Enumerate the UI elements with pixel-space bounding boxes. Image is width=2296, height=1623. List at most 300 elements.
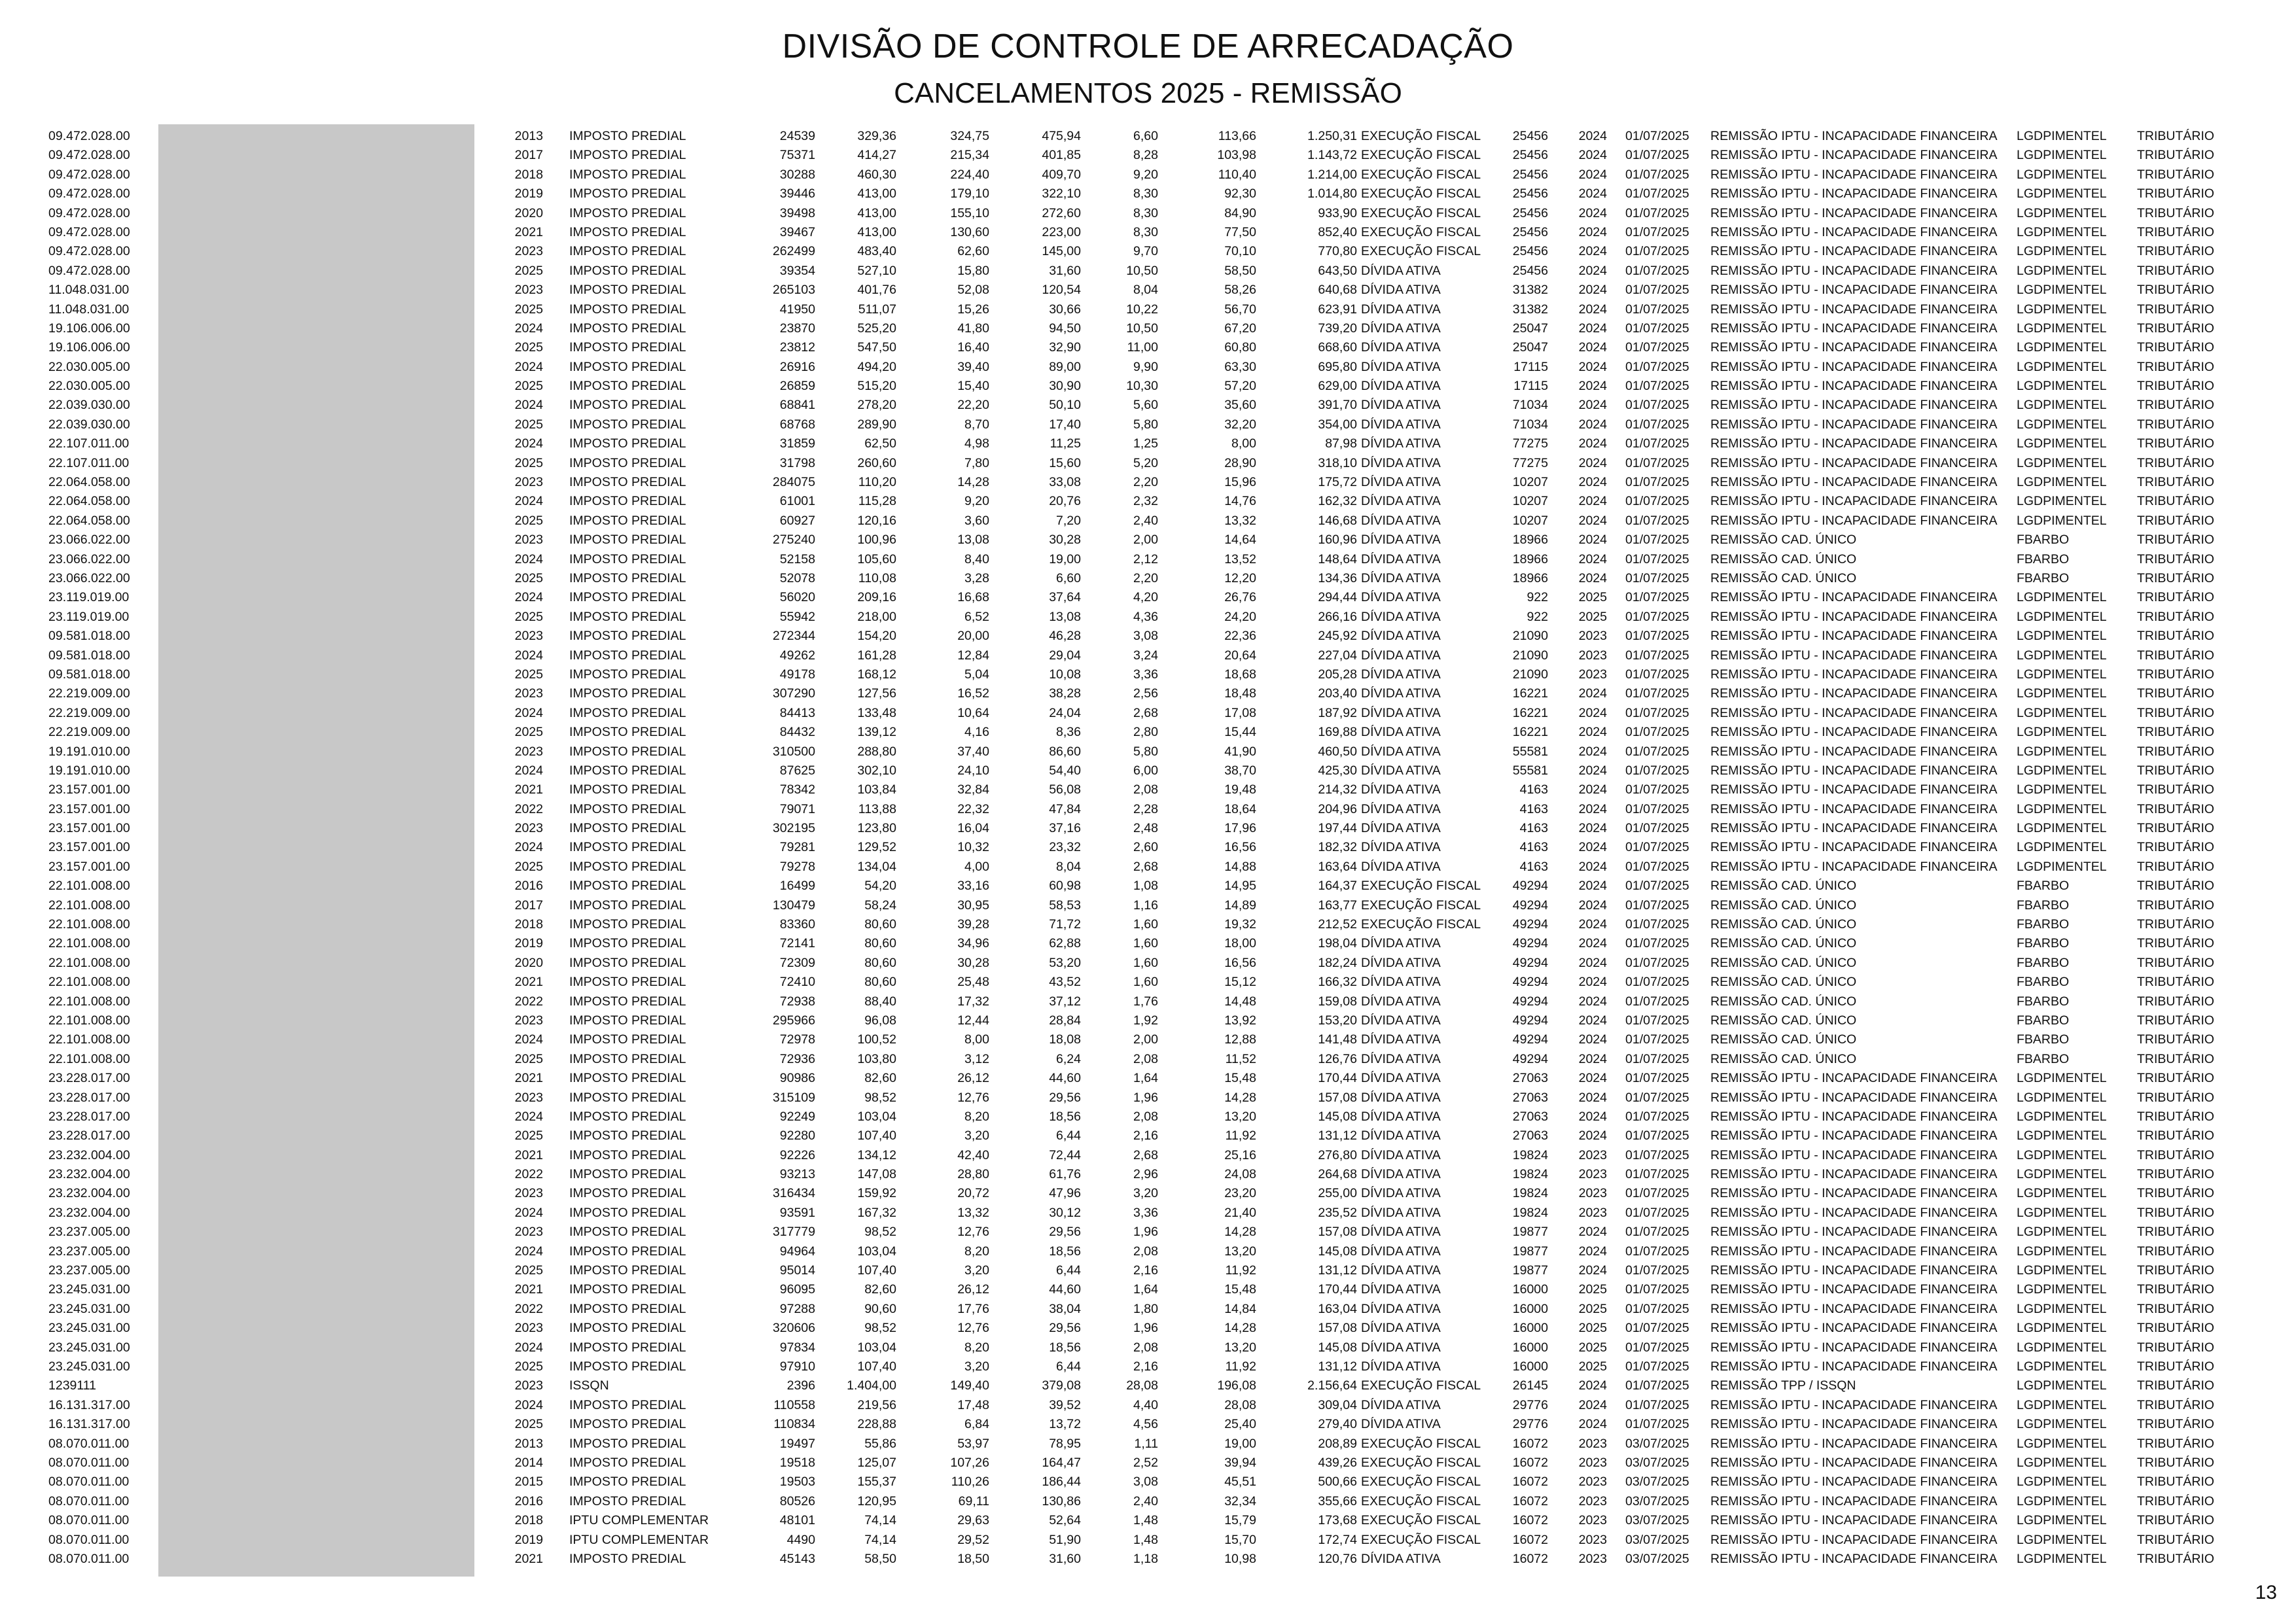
cell-total-value: 182,32 xyxy=(1318,840,1357,855)
cell-process-number: 922 xyxy=(1527,590,1548,605)
cell-total-value: 227,04 xyxy=(1318,648,1357,663)
cell-exercise-year: 2018 xyxy=(514,167,543,182)
cell-user: LGDPIMENTEL xyxy=(2017,1167,2107,1182)
table-row xyxy=(0,473,2296,492)
cell-debt-situation: DÍVIDA ATIVA xyxy=(1361,494,1441,509)
cell-process-year: 2024 xyxy=(1578,725,1607,740)
cell-sector: TRIBUTÁRIO xyxy=(2137,1436,2215,1451)
cell-principal-value: 218,00 xyxy=(857,609,896,624)
cell-tribute-type: IMPOSTO PREDIAL xyxy=(569,936,686,951)
table-row xyxy=(0,454,2296,473)
cell-tribute-type: IMPOSTO PREDIAL xyxy=(569,417,686,432)
cell-process-year: 2024 xyxy=(1578,224,1607,239)
cell-cancellation-date: 01/07/2025 xyxy=(1625,1186,1689,1201)
cell-exercise-year: 2024 xyxy=(514,321,543,336)
cell-sector: TRIBUTÁRIO xyxy=(2137,1128,2215,1143)
cell-cancellation-date: 01/07/2025 xyxy=(1625,129,1689,143)
cell-entry-number: 56020 xyxy=(779,590,815,605)
cell-debt-situation: DÍVIDA ATIVA xyxy=(1361,398,1441,413)
cell-user: LGDPIMENTEL xyxy=(2017,417,2107,432)
cell-interest-value: 37,64 xyxy=(1049,590,1081,605)
cell-exercise-year: 2025 xyxy=(514,379,543,394)
cell-fine-value: 62,60 xyxy=(957,244,989,259)
cell-entry-number: 41950 xyxy=(779,302,815,317)
cell-total-value: 460,50 xyxy=(1318,744,1357,759)
cell-correction-value: 8,28 xyxy=(1133,148,1158,163)
cell-correction-value: 2,08 xyxy=(1133,1244,1158,1259)
cell-fine-value: 34,96 xyxy=(957,936,989,951)
cell-fine-value: 149,40 xyxy=(950,1378,989,1393)
cell-user: LGDPIMENTEL xyxy=(2017,1244,2107,1259)
cell-process-number: 29776 xyxy=(1512,1397,1548,1412)
cell-total-value: 163,77 xyxy=(1318,898,1357,913)
cell-principal-value: 219,56 xyxy=(857,1397,896,1412)
cell-cancellation-date: 01/07/2025 xyxy=(1625,590,1689,605)
cell-fees-value: 63,30 xyxy=(1224,359,1256,374)
cell-cancellation-date: 01/07/2025 xyxy=(1625,840,1689,855)
cell-correction-value: 4,56 xyxy=(1133,1417,1158,1432)
cell-total-value: 2.156,64 xyxy=(1307,1378,1357,1393)
table-row xyxy=(0,1396,2296,1415)
cell-entry-number: 72141 xyxy=(779,936,815,951)
cell-debt-situation: DÍVIDA ATIVA xyxy=(1361,1090,1441,1105)
cell-exercise-year: 2025 xyxy=(514,455,543,470)
cell-fees-value: 14,64 xyxy=(1224,532,1256,548)
cell-process-year: 2024 xyxy=(1578,1051,1607,1066)
cell-exercise-year: 2024 xyxy=(514,1109,543,1124)
cell-fine-value: 224,40 xyxy=(950,167,989,182)
cell-reason: REMISSÃO IPTU - INCAPACIDADE FINANCEIRA xyxy=(1710,263,1998,278)
cell-entry-number: 19518 xyxy=(779,1455,815,1470)
cell-entry-number: 45143 xyxy=(779,1551,815,1566)
cell-reason: REMISSÃO IPTU - INCAPACIDADE FINANCEIRA xyxy=(1710,1186,1998,1201)
cell-interest-value: 46,28 xyxy=(1049,629,1081,644)
cell-fees-value: 14,76 xyxy=(1224,494,1256,509)
cell-exercise-year: 2023 xyxy=(514,744,543,759)
cell-fine-value: 39,28 xyxy=(957,917,989,932)
cell-tribute-type: IMPOSTO PREDIAL xyxy=(569,1109,686,1124)
cell-exercise-year: 2025 xyxy=(514,513,543,528)
cell-fine-value: 41,80 xyxy=(957,321,989,336)
cell-total-value: 157,08 xyxy=(1318,1225,1357,1240)
cell-fees-value: 67,20 xyxy=(1224,321,1256,336)
cell-correction-value: 1,76 xyxy=(1133,994,1158,1009)
cell-cancellation-date: 01/07/2025 xyxy=(1625,648,1689,663)
cell-debt-situation: EXECUÇÃO FISCAL xyxy=(1361,244,1481,259)
cell-tribute-type: IMPOSTO PREDIAL xyxy=(569,1147,686,1162)
cell-exercise-year: 2023 xyxy=(514,1378,543,1393)
cell-process-number: 21090 xyxy=(1512,629,1548,644)
cell-exercise-year: 2024 xyxy=(514,705,543,720)
cell-tribute-type: IMPOSTO PREDIAL xyxy=(569,725,686,740)
cell-exercise-year: 2021 xyxy=(514,1147,543,1162)
cell-total-value: 212,52 xyxy=(1318,917,1357,932)
cell-total-value: 643,50 xyxy=(1318,263,1357,278)
cell-debt-situation: DÍVIDA ATIVA xyxy=(1361,801,1441,816)
cell-correction-value: 3,20 xyxy=(1133,1186,1158,1201)
cell-fees-value: 58,26 xyxy=(1224,283,1256,298)
cell-debt-situation: DÍVIDA ATIVA xyxy=(1361,1013,1441,1028)
cell-inscription-code: 09.581.018.00 xyxy=(48,648,130,663)
cell-total-value: 131,12 xyxy=(1318,1359,1357,1374)
cell-principal-value: 62,50 xyxy=(864,436,896,451)
cell-fees-value: 32,34 xyxy=(1224,1493,1256,1509)
cell-inscription-code: 1239111 xyxy=(48,1378,97,1393)
cell-principal-value: 547,50 xyxy=(857,340,896,355)
cell-tribute-type: IMPOSTO PREDIAL xyxy=(569,1397,686,1412)
cell-debt-situation: DÍVIDA ATIVA xyxy=(1361,609,1441,624)
cell-user: LGDPIMENTEL xyxy=(2017,244,2107,259)
cell-debt-situation: DÍVIDA ATIVA xyxy=(1361,975,1441,990)
cell-inscription-code: 22.101.008.00 xyxy=(48,898,130,913)
cell-process-year: 2024 xyxy=(1578,1397,1607,1412)
cell-inscription-code: 09.472.028.00 xyxy=(48,263,130,278)
cell-principal-value: 329,36 xyxy=(857,129,896,143)
cell-process-number: 4163 xyxy=(1519,782,1548,797)
cell-fine-value: 20,00 xyxy=(957,629,989,644)
cell-inscription-code: 09.472.028.00 xyxy=(48,186,130,201)
cell-tribute-type: IMPOSTO PREDIAL xyxy=(569,629,686,644)
cell-entry-number: 79278 xyxy=(779,859,815,874)
table-row xyxy=(0,780,2296,799)
cell-sector: TRIBUTÁRIO xyxy=(2137,1417,2215,1432)
cell-interest-value: 6,44 xyxy=(1056,1128,1081,1143)
cell-process-year: 2024 xyxy=(1578,917,1607,932)
cell-total-value: 318,10 xyxy=(1318,455,1357,470)
table-row xyxy=(0,1492,2296,1511)
cell-sector: TRIBUTÁRIO xyxy=(2137,859,2215,874)
cell-process-number: 25456 xyxy=(1512,244,1548,259)
cell-total-value: 175,72 xyxy=(1318,475,1357,490)
cell-interest-value: 145,00 xyxy=(1042,244,1081,259)
cell-cancellation-date: 01/07/2025 xyxy=(1625,1397,1689,1412)
cell-exercise-year: 2025 xyxy=(514,263,543,278)
cell-debt-situation: EXECUÇÃO FISCAL xyxy=(1361,205,1481,220)
cell-user: LGDPIMENTEL xyxy=(2017,1071,2107,1086)
cell-reason: REMISSÃO IPTU - INCAPACIDADE FINANCEIRA xyxy=(1710,1244,1998,1259)
cell-principal-value: 107,40 xyxy=(857,1263,896,1278)
cell-exercise-year: 2019 xyxy=(514,1532,543,1547)
cell-debt-situation: EXECUÇÃO FISCAL xyxy=(1361,1436,1481,1451)
cell-principal-value: 494,20 xyxy=(857,359,896,374)
cell-principal-value: 414,27 xyxy=(857,148,896,163)
cell-interest-value: 31,60 xyxy=(1049,1551,1081,1566)
cell-fees-value: 41,90 xyxy=(1224,744,1256,759)
cell-tribute-type: IMPOSTO PREDIAL xyxy=(569,283,686,298)
cell-total-value: 87,98 xyxy=(1325,436,1357,451)
cell-cancellation-date: 01/07/2025 xyxy=(1625,417,1689,432)
cell-fees-value: 14,48 xyxy=(1224,994,1256,1009)
cell-user: FBARBO xyxy=(2017,994,2070,1009)
cell-inscription-code: 23.066.022.00 xyxy=(48,551,130,567)
cell-correction-value: 3,36 xyxy=(1133,667,1158,682)
cell-debt-situation: EXECUÇÃO FISCAL xyxy=(1361,1455,1481,1470)
cell-inscription-code: 22.219.009.00 xyxy=(48,705,130,720)
report-header xyxy=(0,25,2296,113)
cell-entry-number: 30288 xyxy=(779,167,815,182)
cell-reason: REMISSÃO IPTU - INCAPACIDADE FINANCEIRA xyxy=(1710,1436,1998,1451)
cell-total-value: 172,74 xyxy=(1318,1532,1357,1547)
cell-cancellation-date: 01/07/2025 xyxy=(1625,744,1689,759)
cell-tribute-type: IMPOSTO PREDIAL xyxy=(569,1090,686,1105)
cell-entry-number: 317779 xyxy=(772,1225,815,1240)
cell-fees-value: 17,08 xyxy=(1224,705,1256,720)
cell-debt-situation: DÍVIDA ATIVA xyxy=(1361,263,1441,278)
cell-interest-value: 60,98 xyxy=(1049,879,1081,894)
cell-exercise-year: 2024 xyxy=(514,763,543,778)
cell-correction-value: 1,96 xyxy=(1133,1225,1158,1240)
cell-interest-value: 71,72 xyxy=(1049,917,1081,932)
cell-interest-value: 120,54 xyxy=(1042,283,1081,298)
cell-reason: REMISSÃO CAD. ÚNICO xyxy=(1710,994,1857,1009)
cell-interest-value: 272,60 xyxy=(1042,205,1081,220)
cell-interest-value: 130,86 xyxy=(1042,1493,1081,1509)
cell-interest-value: 30,66 xyxy=(1049,302,1081,317)
cell-process-number: 71034 xyxy=(1512,398,1548,413)
cell-reason: REMISSÃO IPTU - INCAPACIDADE FINANCEIRA xyxy=(1710,609,1998,624)
cell-tribute-type: IMPOSTO PREDIAL xyxy=(569,244,686,259)
cell-tribute-type: IMPOSTO PREDIAL xyxy=(569,1244,686,1259)
cell-total-value: 1.014,80 xyxy=(1307,186,1357,201)
cell-cancellation-date: 01/07/2025 xyxy=(1625,1109,1689,1124)
cell-exercise-year: 2023 xyxy=(514,475,543,490)
cell-sector: TRIBUTÁRIO xyxy=(2137,879,2215,894)
cell-principal-value: 80,60 xyxy=(864,917,896,932)
cell-fine-value: 10,32 xyxy=(957,840,989,855)
cell-tribute-type: IMPOSTO PREDIAL xyxy=(569,1551,686,1566)
cell-sector: TRIBUTÁRIO xyxy=(2137,1532,2215,1547)
cell-exercise-year: 2022 xyxy=(514,801,543,816)
cell-entry-number: 78342 xyxy=(779,782,815,797)
cell-total-value: 173,68 xyxy=(1318,1513,1357,1528)
cell-entry-number: 95014 xyxy=(779,1263,815,1278)
cell-sector: TRIBUTÁRIO xyxy=(2137,782,2215,797)
cell-reason: REMISSÃO IPTU - INCAPACIDADE FINANCEIRA xyxy=(1710,455,1998,470)
cell-tribute-type: IMPOSTO PREDIAL xyxy=(569,1436,686,1451)
cell-principal-value: 155,37 xyxy=(857,1475,896,1490)
cell-debt-situation: DÍVIDA ATIVA xyxy=(1361,1071,1441,1086)
cell-total-value: 157,08 xyxy=(1318,1321,1357,1336)
cell-principal-value: 134,04 xyxy=(857,859,896,874)
cell-debt-situation: DÍVIDA ATIVA xyxy=(1361,1109,1441,1124)
cell-process-number: 16000 xyxy=(1512,1282,1548,1297)
cell-fine-value: 7,80 xyxy=(964,455,989,470)
cell-inscription-code: 08.070.011.00 xyxy=(48,1493,130,1509)
cell-exercise-year: 2025 xyxy=(514,340,543,355)
cell-user: LGDPIMENTEL xyxy=(2017,1109,2107,1124)
table-row xyxy=(0,1454,2296,1473)
cell-total-value: 204,96 xyxy=(1318,801,1357,816)
cell-entry-number: 49178 xyxy=(779,667,815,682)
cell-entry-number: 310500 xyxy=(772,744,815,759)
cell-inscription-code: 22.219.009.00 xyxy=(48,686,130,701)
cell-user: LGDPIMENTEL xyxy=(2017,398,2107,413)
cell-exercise-year: 2023 xyxy=(514,1186,543,1201)
cell-correction-value: 2,00 xyxy=(1133,1032,1158,1047)
cell-reason: REMISSÃO IPTU - INCAPACIDADE FINANCEIRA xyxy=(1710,321,1998,336)
cell-cancellation-date: 01/07/2025 xyxy=(1625,725,1689,740)
cell-cancellation-date: 01/07/2025 xyxy=(1625,244,1689,259)
cell-sector: TRIBUTÁRIO xyxy=(2137,1109,2215,1124)
cell-fees-value: 38,70 xyxy=(1224,763,1256,778)
cell-inscription-code: 23.245.031.00 xyxy=(48,1359,130,1374)
cell-process-number: 25456 xyxy=(1512,129,1548,143)
cell-user: LGDPIMENTEL xyxy=(2017,1090,2107,1105)
table-row xyxy=(0,1550,2296,1569)
cell-entry-number: 68841 xyxy=(779,398,815,413)
cell-correction-value: 1,60 xyxy=(1133,975,1158,990)
cell-total-value: 203,40 xyxy=(1318,686,1357,701)
cell-fine-value: 16,04 xyxy=(957,821,989,836)
cell-cancellation-date: 03/07/2025 xyxy=(1625,1513,1689,1528)
cell-interest-value: 50,10 xyxy=(1049,398,1081,413)
cell-tribute-type: IMPOSTO PREDIAL xyxy=(569,224,686,239)
cell-reason: REMISSÃO IPTU - INCAPACIDADE FINANCEIRA xyxy=(1710,1493,1998,1509)
cell-reason: REMISSÃO IPTU - INCAPACIDADE FINANCEIRA xyxy=(1710,359,1998,374)
cell-tribute-type: IMPOSTO PREDIAL xyxy=(569,821,686,836)
cell-inscription-code: 23.066.022.00 xyxy=(48,570,130,585)
cell-user: LGDPIMENTEL xyxy=(2017,648,2107,663)
cell-interest-value: 28,84 xyxy=(1049,1013,1081,1028)
cell-process-year: 2025 xyxy=(1578,590,1607,605)
cell-process-number: 27063 xyxy=(1512,1128,1548,1143)
cell-user: LGDPIMENTEL xyxy=(2017,1397,2107,1412)
cell-exercise-year: 2023 xyxy=(514,244,543,259)
cell-sector: TRIBUTÁRIO xyxy=(2137,936,2215,951)
cell-cancellation-date: 01/07/2025 xyxy=(1625,1378,1689,1393)
cell-process-year: 2023 xyxy=(1578,1532,1607,1547)
cell-process-number: 55581 xyxy=(1512,763,1548,778)
cell-exercise-year: 2025 xyxy=(514,1417,543,1432)
cell-total-value: 739,20 xyxy=(1318,321,1357,336)
cell-cancellation-date: 01/07/2025 xyxy=(1625,763,1689,778)
cell-correction-value: 8,30 xyxy=(1133,205,1158,220)
cell-cancellation-date: 01/07/2025 xyxy=(1625,898,1689,913)
cell-user: FBARBO xyxy=(2017,936,2070,951)
cell-user: LGDPIMENTEL xyxy=(2017,186,2107,201)
cell-reason: REMISSÃO IPTU - INCAPACIDADE FINANCEIRA xyxy=(1710,186,1998,201)
cell-tribute-type: IMPOSTO PREDIAL xyxy=(569,801,686,816)
cell-debt-situation: EXECUÇÃO FISCAL xyxy=(1361,879,1481,894)
cell-debt-situation: EXECUÇÃO FISCAL xyxy=(1361,1378,1481,1393)
cell-user: LGDPIMENTEL xyxy=(2017,1475,2107,1490)
cell-reason: REMISSÃO IPTU - INCAPACIDADE FINANCEIRA xyxy=(1710,859,1998,874)
cell-total-value: 170,44 xyxy=(1318,1282,1357,1297)
cell-total-value: 145,08 xyxy=(1318,1340,1357,1355)
cell-total-value: 160,96 xyxy=(1318,532,1357,548)
cell-process-year: 2024 xyxy=(1578,302,1607,317)
cell-sector: TRIBUTÁRIO xyxy=(2137,148,2215,163)
cell-interest-value: 18,08 xyxy=(1049,1032,1081,1047)
cell-fees-value: 16,56 xyxy=(1224,955,1256,970)
cell-fine-value: 20,72 xyxy=(957,1186,989,1201)
cell-entry-number: 48101 xyxy=(779,1513,815,1528)
cell-debt-situation: DÍVIDA ATIVA xyxy=(1361,436,1441,451)
cell-process-number: 25047 xyxy=(1512,340,1548,355)
table-row xyxy=(0,377,2296,396)
cell-cancellation-date: 01/07/2025 xyxy=(1625,436,1689,451)
cell-cancellation-date: 01/07/2025 xyxy=(1625,302,1689,317)
cell-user: LGDPIMENTEL xyxy=(2017,359,2107,374)
cell-fees-value: 25,40 xyxy=(1224,1417,1256,1432)
cell-user: LGDPIMENTEL xyxy=(2017,859,2107,874)
cell-reason: REMISSÃO IPTU - INCAPACIDADE FINANCEIRA xyxy=(1710,1128,1998,1143)
cell-debt-situation: DÍVIDA ATIVA xyxy=(1361,1032,1441,1047)
cell-cancellation-date: 01/07/2025 xyxy=(1625,801,1689,816)
cell-tribute-type: IMPOSTO PREDIAL xyxy=(569,1051,686,1066)
cell-fees-value: 13,20 xyxy=(1224,1244,1256,1259)
cell-correction-value: 2,40 xyxy=(1133,513,1158,528)
cell-process-number: 18966 xyxy=(1512,532,1548,548)
cell-reason: REMISSÃO IPTU - INCAPACIDADE FINANCEIRA xyxy=(1710,283,1998,298)
cell-user: LGDPIMENTEL xyxy=(2017,782,2107,797)
cell-fees-value: 18,48 xyxy=(1224,686,1256,701)
cell-correction-value: 2,20 xyxy=(1133,570,1158,585)
cell-fees-value: 15,48 xyxy=(1224,1071,1256,1086)
cell-user: LGDPIMENTEL xyxy=(2017,379,2107,394)
cell-correction-value: 2,20 xyxy=(1133,475,1158,490)
cell-principal-value: 82,60 xyxy=(864,1282,896,1297)
cell-total-value: 439,26 xyxy=(1318,1455,1357,1470)
cell-user: FBARBO xyxy=(2017,975,2070,990)
cell-fine-value: 12,76 xyxy=(957,1321,989,1336)
cell-sector: TRIBUTÁRIO xyxy=(2137,398,2215,413)
cell-inscription-code: 23.228.017.00 xyxy=(48,1071,130,1086)
cell-inscription-code: 22.039.030.00 xyxy=(48,417,130,432)
cell-debt-situation: EXECUÇÃO FISCAL xyxy=(1361,1493,1481,1509)
cell-debt-situation: DÍVIDA ATIVA xyxy=(1361,475,1441,490)
cell-process-number: 27063 xyxy=(1512,1090,1548,1105)
cell-correction-value: 11,00 xyxy=(1127,340,1158,355)
cell-total-value: 163,64 xyxy=(1318,859,1357,874)
cell-entry-number: 110558 xyxy=(773,1397,815,1412)
cell-interest-value: 38,04 xyxy=(1049,1301,1081,1316)
cell-process-number: 4163 xyxy=(1519,859,1548,874)
cell-cancellation-date: 01/07/2025 xyxy=(1625,879,1689,894)
cell-correction-value: 1,64 xyxy=(1133,1282,1158,1297)
cell-process-year: 2023 xyxy=(1578,1147,1607,1162)
cell-process-year: 2024 xyxy=(1578,359,1607,374)
cell-cancellation-date: 01/07/2025 xyxy=(1625,167,1689,182)
cell-fees-value: 58,50 xyxy=(1224,263,1256,278)
cell-total-value: 120,76 xyxy=(1318,1551,1357,1566)
cell-principal-value: 515,20 xyxy=(857,379,896,394)
cell-inscription-code: 08.070.011.00 xyxy=(48,1475,130,1490)
cell-debt-situation: DÍVIDA ATIVA xyxy=(1361,840,1441,855)
cell-fine-value: 69,11 xyxy=(958,1493,989,1509)
cell-entry-number: 72309 xyxy=(779,955,815,970)
cell-debt-situation: DÍVIDA ATIVA xyxy=(1361,570,1441,585)
cell-interest-value: 51,90 xyxy=(1049,1532,1081,1547)
cell-tribute-type: IMPOSTO PREDIAL xyxy=(569,494,686,509)
cell-correction-value: 1,60 xyxy=(1133,917,1158,932)
cell-process-year: 2024 xyxy=(1578,782,1607,797)
table-row xyxy=(0,800,2296,819)
cell-exercise-year: 2024 xyxy=(514,359,543,374)
table-row xyxy=(0,1319,2296,1338)
cell-fees-value: 18,00 xyxy=(1224,936,1256,951)
cell-exercise-year: 2025 xyxy=(514,1359,543,1374)
cell-process-number: 26145 xyxy=(1512,1378,1548,1393)
cell-cancellation-date: 01/07/2025 xyxy=(1625,148,1689,163)
cell-inscription-code: 22.101.008.00 xyxy=(48,917,130,932)
cell-debt-situation: DÍVIDA ATIVA xyxy=(1361,725,1441,740)
cell-exercise-year: 2023 xyxy=(514,1013,543,1028)
cell-inscription-code: 22.107.011.00 xyxy=(48,436,130,451)
cell-process-year: 2024 xyxy=(1578,532,1607,548)
cell-entry-number: 75371 xyxy=(779,148,815,163)
cell-fine-value: 8,20 xyxy=(964,1244,989,1259)
